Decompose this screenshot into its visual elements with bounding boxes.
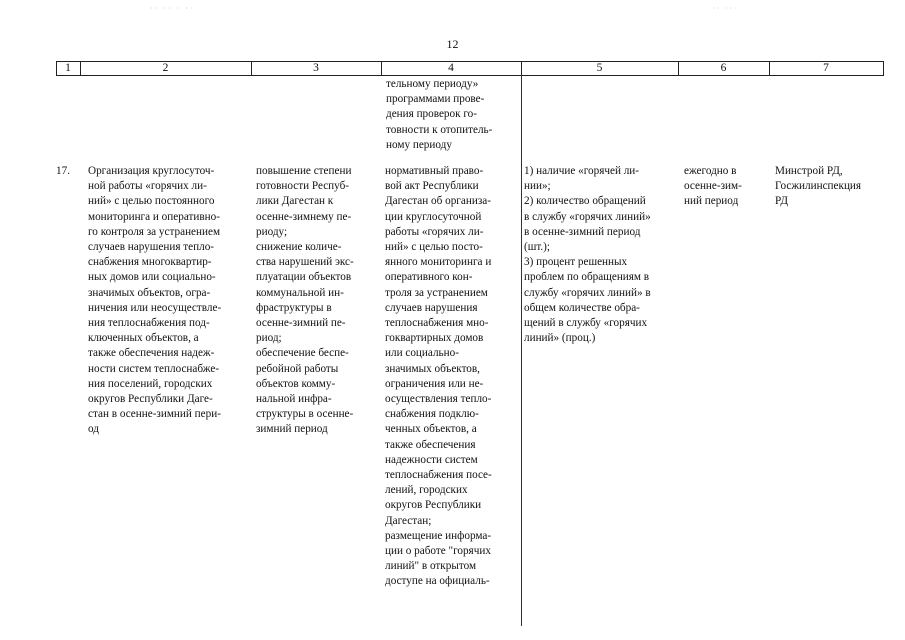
text-line: случаев нарушения xyxy=(385,301,478,314)
header-col-1: 1 xyxy=(65,62,71,74)
text-line: надежности систем xyxy=(385,453,478,466)
text-line: ному периоду xyxy=(386,138,452,151)
text-line: ключенных объектов, а xyxy=(88,332,199,345)
text-line: в осенне-зимний период xyxy=(524,225,641,238)
text-line: 2) количество обращений xyxy=(524,195,646,208)
text-line: программами прове- xyxy=(386,93,485,106)
text-line: Дагестан об организа- xyxy=(385,195,491,208)
row17-deadline xyxy=(684,164,764,210)
text-line: осенне-зимнему пе- xyxy=(256,210,352,223)
text-line: готовности Респуб- xyxy=(256,180,350,193)
text-line: ний период xyxy=(684,195,739,208)
text-line: ежегодно в xyxy=(684,165,737,177)
text-line: мониторинга и оперативно- xyxy=(88,210,220,223)
text-line: обеспечение беспе- xyxy=(256,347,349,360)
text-line: ния поселений, городских xyxy=(88,377,213,390)
text-line: од xyxy=(88,423,99,436)
text-line: объектов комму- xyxy=(256,377,336,390)
text-line: фраструктуры в xyxy=(256,301,332,314)
text-line: зимний период xyxy=(256,423,328,436)
row-number: 17. xyxy=(56,165,70,177)
text-line: товности к отопитель- xyxy=(386,123,493,136)
row17-expected-result xyxy=(256,164,376,438)
text-line: ний» с целью посто- xyxy=(385,241,483,254)
text-line: Минстрой РД, xyxy=(775,165,843,177)
text-line: снабжения многоквартир- xyxy=(88,256,212,269)
text-line: доступе на официаль- xyxy=(385,575,490,588)
text-line: ний» с целью постоянного xyxy=(88,195,215,208)
text-line: размещение информа- xyxy=(385,529,492,542)
text-line: троля за устранением xyxy=(385,286,488,299)
text-line: лики Дагестан к xyxy=(256,195,334,208)
text-line: в службу «горячих линий» xyxy=(524,210,651,223)
header-col-5: 5 xyxy=(596,62,603,74)
text-line: Госжилинспекция xyxy=(775,180,862,193)
header-col-2: 2 xyxy=(162,62,169,74)
text-line: осуществления тепло- xyxy=(385,393,492,406)
text-line: 1) наличие «горячей ли- xyxy=(524,165,640,177)
row17-indicators xyxy=(524,164,672,346)
text-line: значимых объектов, огра- xyxy=(88,286,211,299)
text-line: линий" в открытом xyxy=(385,560,477,573)
text-line: ности систем теплоснабже- xyxy=(88,362,220,375)
header-col-3: 3 xyxy=(313,62,319,74)
text-line: го контроля за устранением xyxy=(88,225,221,238)
text-line: также обеспечения надеж- xyxy=(88,347,215,360)
text-line: риоду; xyxy=(256,225,288,238)
text-line: коммунальной ин- xyxy=(256,286,344,299)
text-line: (шт.); xyxy=(524,241,551,254)
scan-noise-left: ·· ·· · ·· · xyxy=(150,4,204,13)
text-line: нии»; xyxy=(524,180,551,193)
text-line: ребойной работы xyxy=(256,362,339,375)
row17-responsible xyxy=(775,164,883,210)
text-line: линий» (проц.) xyxy=(524,332,596,345)
row17-measure xyxy=(88,164,246,438)
text-line: снабжения подклю- xyxy=(385,408,479,421)
text-line: ограничения или не- xyxy=(385,377,484,390)
text-line: теплоснабжения посе- xyxy=(385,469,492,482)
text-line: ции круглосуточной xyxy=(385,210,482,223)
text-line: осенне-зим- xyxy=(684,180,742,193)
text-line: также обеспечения xyxy=(385,438,476,451)
text-line: службу «горячих линий» в xyxy=(524,286,651,299)
text-line: или социально- xyxy=(385,347,459,360)
text-line: ченных объектов, а xyxy=(385,423,477,436)
text-line: структуры в осенне- xyxy=(256,408,354,421)
text-line: ции о работе "горячих xyxy=(385,545,491,558)
text-line: лений, городских xyxy=(385,484,468,497)
text-line: Дагестан; xyxy=(385,514,432,527)
row17-result-form xyxy=(385,164,514,590)
text-line: ных домов или социально- xyxy=(88,271,216,284)
text-line: РД xyxy=(775,195,789,208)
text-line: щений в службу «горячих xyxy=(524,317,648,330)
header-col-7: 7 xyxy=(823,62,829,74)
text-line: округов Республики Даге- xyxy=(88,393,213,406)
text-line: общем количестве обра- xyxy=(524,301,640,314)
text-line: янного мониторинга и xyxy=(385,256,492,269)
text-line: стан в осенне-зимний пери- xyxy=(88,408,221,421)
text-line: дения проверок го- xyxy=(386,108,477,121)
text-line: нормативный право- xyxy=(385,165,484,177)
text-line: ной работы «горячих ли- xyxy=(88,180,207,193)
text-line: оперативного кон- xyxy=(385,271,473,284)
text-line: ничения или неосуществле- xyxy=(88,301,222,314)
measures-table xyxy=(56,61,884,626)
text-line: Организация круглосуточ- xyxy=(88,165,215,177)
text-line: плуатации объектов xyxy=(256,271,352,284)
scan-noise-right: ·· ··· xyxy=(712,4,740,13)
text-line: работы «горячих ли- xyxy=(385,225,484,238)
header-bottom-border xyxy=(56,75,884,76)
text-line: случаев нарушения тепло- xyxy=(88,241,215,254)
carryover-col4 xyxy=(386,77,514,153)
text-line: тельному периоду» xyxy=(386,78,479,90)
text-line: осенне-зимний пе- xyxy=(256,317,346,330)
text-line: риод; xyxy=(256,332,282,345)
text-line: теплоснабжения мно- xyxy=(385,317,489,330)
text-line: 3) процент решенных xyxy=(524,256,628,269)
text-line: ства нарушений экс- xyxy=(256,256,354,269)
header-col-4: 4 xyxy=(448,62,454,74)
text-line: значимых объектов, xyxy=(385,362,480,375)
text-line: гоквартирных домов xyxy=(385,332,484,345)
text-line: снижение количе- xyxy=(256,241,342,254)
text-line: проблем по обращениям в xyxy=(524,271,650,284)
column4-right-border xyxy=(521,75,522,626)
header-col-6: 6 xyxy=(720,62,727,74)
text-line: вой акт Республики xyxy=(385,180,479,193)
text-line: округов Республики xyxy=(385,499,482,512)
page-number: 12 xyxy=(446,37,459,51)
header-divider xyxy=(883,61,884,75)
text-line: повышение степени xyxy=(256,165,352,177)
text-line: ния теплоснабжения под- xyxy=(88,317,210,330)
text-line: нальной инфра- xyxy=(256,393,332,406)
